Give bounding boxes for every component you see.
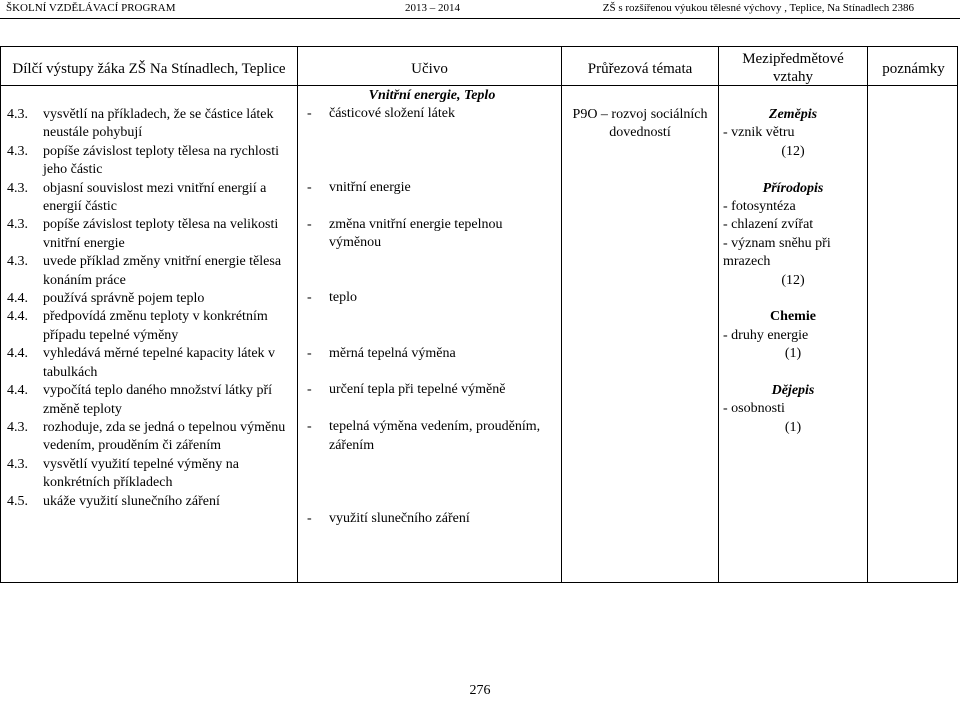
relation-item: - osobnosti <box>723 401 785 417</box>
output-item <box>7 143 291 180</box>
page-header <box>0 0 960 18</box>
relation-subject-history: Dějepis <box>771 383 815 399</box>
curriculum-item: - měrná tepelná výměna <box>307 345 456 361</box>
curriculum-table <box>0 46 958 583</box>
output-item <box>7 290 291 308</box>
relation-count: (12) <box>781 272 805 288</box>
header-school-name: ZŠ s rozšířenou výukou tělesné výchovy , Teplice, Na Stínadlech 2386 <box>602 2 914 14</box>
relation-subject-chemistry: Chemie <box>770 309 816 325</box>
relation-item: - význam sněhu při mrazech <box>723 235 831 270</box>
output-text: vyhledává měrné tepelné kapacity látek v tabulkách <box>43 346 276 380</box>
output-number: 4.3. <box>7 217 28 233</box>
output-text: předpovídá změnu teploty v konkrétním případu tepelné výměny <box>43 309 268 343</box>
header-rule <box>0 18 960 19</box>
curriculum-item: - tepelná výměna vedením, prouděním, zářením <box>307 419 541 453</box>
output-number: 4.3. <box>7 180 28 196</box>
output-number: 4.3. <box>7 254 28 270</box>
column-divider <box>561 47 562 582</box>
outputs-list <box>7 106 291 511</box>
curriculum-item: - vnitřní energie <box>307 179 411 195</box>
output-item <box>7 493 291 511</box>
output-text: vysvětlí na příkladech, že se částice látek neustále pohybují <box>43 107 274 141</box>
output-number: 4.3. <box>7 456 28 472</box>
relation-count: (12) <box>781 143 805 159</box>
relation-count: (1) <box>784 419 802 435</box>
output-number: 4.4. <box>7 346 28 362</box>
output-text: rozhoduje, zda se jedná o tepelnou výměnu vedením, prouděním či zářením <box>43 419 286 454</box>
output-number: 4.3. <box>7 107 28 122</box>
output-item <box>7 382 291 419</box>
output-text: popíše závislost teploty tělesa na rychlosti jeho částic <box>43 143 280 178</box>
output-item <box>7 345 291 382</box>
output-number: 4.4. <box>7 383 28 399</box>
curriculum-item: - změna vnitřní energie tepelnou výměnou <box>307 216 503 251</box>
output-text: objasní souvislost mezi vnitřní energií a energií částic <box>43 180 267 215</box>
header-school-year: 2013 – 2014 <box>405 2 460 14</box>
relation-count: (1) <box>784 346 802 362</box>
relation-item: - druhy energie <box>723 327 809 343</box>
relations-list <box>723 106 863 437</box>
curriculum-item: - částicové složení látek <box>307 106 455 122</box>
column-divider <box>718 47 719 582</box>
page-number: 276 <box>469 683 491 698</box>
output-item <box>7 180 291 217</box>
column-divider <box>297 47 298 582</box>
curriculum-item: - určení tepla při tepelné výměně <box>307 382 506 398</box>
output-number: 4.4. <box>7 291 28 307</box>
curriculum-item: - teplo <box>307 290 357 306</box>
header-school-program: ŠKOLNÍ VZDĚLÁVACÍ PROGRAM <box>6 2 176 14</box>
relation-subject-geography: Zeměpis <box>768 107 818 122</box>
column-header-notes: poznámky <box>882 61 945 77</box>
column-header-relations: Mezipředmětové vztahy <box>742 51 844 85</box>
topic-title: Vnitřní energie, Teplo <box>368 88 496 103</box>
output-text: vysvětlí využití tepelné výměny na konkrétních příkladech <box>43 456 239 491</box>
output-item <box>7 253 291 290</box>
curriculum-item: - využití slunečního záření <box>307 511 470 527</box>
output-item <box>7 216 291 253</box>
output-text: popíše závislost teploty tělesa na velikosti vnitřní energie <box>43 217 279 251</box>
output-item <box>7 456 291 493</box>
output-number: 4.4. <box>7 309 28 325</box>
output-item <box>7 106 291 143</box>
relation-item: - chlazení zvířat <box>723 217 814 233</box>
output-text: ukáže využití slunečního záření <box>43 493 220 509</box>
output-item <box>7 419 291 456</box>
output-number: 4.3. <box>7 143 28 159</box>
relation-item: - vznik větru <box>723 125 795 141</box>
column-header-curriculum: Učivo <box>411 61 448 77</box>
output-item <box>7 308 291 345</box>
output-text: používá správně pojem teplo <box>43 291 205 307</box>
relation-item: - fotosyntéza <box>723 199 796 215</box>
cross-topic-text: P9O – rozvoj sociálních dovedností <box>572 107 708 141</box>
column-header-cross-topics: Průřezová témata <box>587 61 693 77</box>
output-text: uvede příklad změny vnitřní energie tělesa konáním práce <box>43 254 282 288</box>
column-header-outputs: Dílčí výstupy žáka ZŠ Na Stínadlech, Teplice <box>12 61 286 77</box>
output-number: 4.3. <box>7 419 28 435</box>
output-number: 4.5. <box>7 493 28 509</box>
output-text: vypočítá teplo daného množství látky pří změně teploty <box>43 383 273 417</box>
curriculum-list <box>307 87 557 529</box>
column-divider <box>867 47 868 582</box>
relation-subject-biology: Přírodopis <box>762 180 824 196</box>
